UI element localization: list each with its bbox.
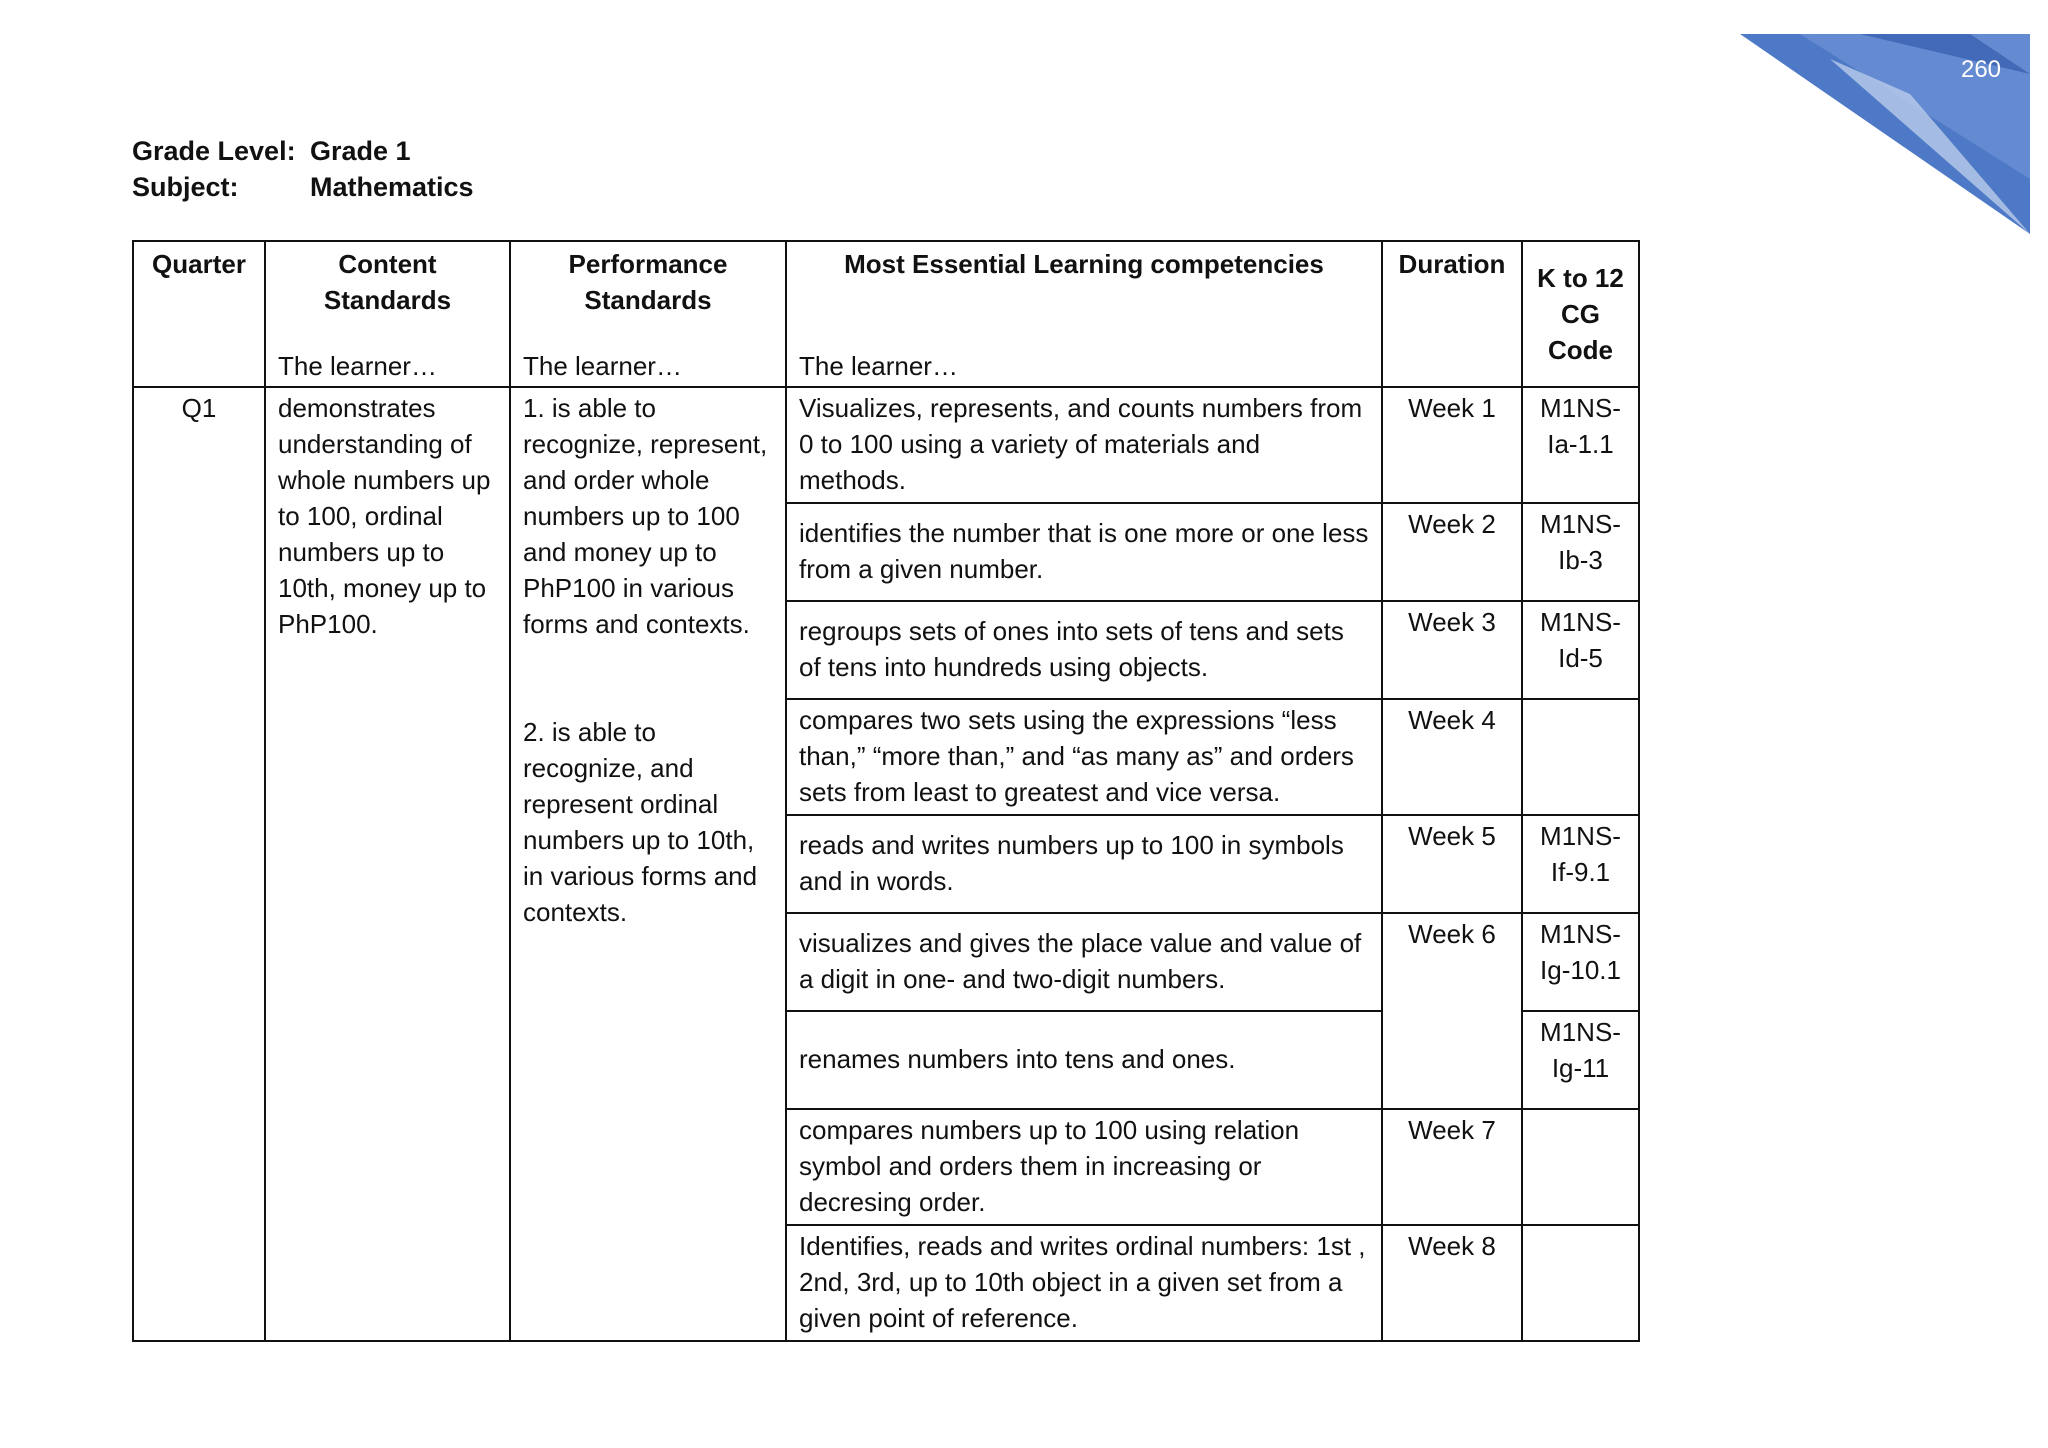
- code-cell: M1NS-Ib-3: [1522, 503, 1639, 601]
- competency-cell: Visualizes, represents, and counts numbers from 0 to 100 using a variety of materials and methods.: [786, 387, 1382, 503]
- learner-label: The learner…: [278, 351, 437, 381]
- quarter-cell: Q1: [133, 387, 265, 1341]
- header-code: K to 12 CG Code: [1522, 241, 1639, 387]
- code-cell: M1NS-If-9.1: [1522, 815, 1639, 913]
- competency-cell: renames numbers into tens and ones.: [786, 1011, 1382, 1109]
- duration-cell: Week 7: [1382, 1109, 1522, 1225]
- duration-cell: Week 6: [1382, 913, 1522, 1109]
- performance-standard-2: 2. is able to recognize, and represent ordinal numbers up to 10th, in various forms and contexts.: [523, 717, 758, 927]
- competency-cell: compares numbers up to 100 using relation symbol and orders them in increasing or decresing order.: [786, 1109, 1382, 1225]
- competency-cell: Identifies, reads and writes ordinal numbers: 1st , 2nd, 3rd, up to 10th object in a given set from a given point of reference.: [786, 1225, 1382, 1341]
- grade-level-label: Grade Level:: [132, 136, 296, 166]
- duration-cell: Week 5: [1382, 815, 1522, 913]
- header-competencies: Most Essential Learning competencies The learner…: [786, 241, 1382, 387]
- code-cell: [1522, 1225, 1639, 1341]
- content-standard-cell: demonstrates understanding of whole numbers up to 100, ordinal numbers up to 10th, money up to PhP100.: [265, 387, 510, 1341]
- header-quarter: Quarter: [133, 241, 265, 387]
- duration-cell: Week 1: [1382, 387, 1522, 503]
- code-cell: M1NS-Id-5: [1522, 601, 1639, 699]
- table-row: [133, 387, 1639, 503]
- learner-label: The learner…: [523, 351, 682, 381]
- table-header-row: [133, 241, 1639, 387]
- code-cell: [1522, 699, 1639, 815]
- code-cell: M1NS-Ig-10.1: [1522, 913, 1639, 1011]
- performance-standard-1: 1. is able to recognize, represent, and order whole numbers up to 100 and money up to PhP100 in various forms and contexts.: [523, 393, 768, 639]
- page-number: 260: [1960, 56, 2002, 83]
- duration-cell: Week 8: [1382, 1225, 1522, 1341]
- competency-cell: reads and writes numbers up to 100 in symbols and in words.: [786, 815, 1382, 913]
- competency-cell: regroups sets of ones into sets of tens and sets of tens into hundreds using objects.: [786, 601, 1382, 699]
- performance-standards-cell: [510, 387, 786, 1341]
- competency-cell: compares two sets using the expressions “less than,” “more than,” and “as many as” and orders sets from least to greatest and vice versa.: [786, 699, 1382, 815]
- subject-value: Mathematics: [310, 172, 474, 202]
- curriculum-table: [132, 240, 1640, 1342]
- competency-cell: visualizes and gives the place value and value of a digit in one- and two-digit numbers.: [786, 913, 1382, 1011]
- document-meta: [132, 133, 474, 205]
- header-content-standards: Content Standards The learner…: [265, 241, 510, 387]
- header-duration: Duration: [1382, 241, 1522, 387]
- code-cell: M1NS-Ig-11: [1522, 1011, 1639, 1109]
- code-cell: M1NS-Ia-1.1: [1522, 387, 1639, 503]
- grade-level-value: Grade 1: [310, 136, 411, 166]
- code-cell: [1522, 1109, 1639, 1225]
- duration-cell: Week 4: [1382, 699, 1522, 815]
- competency-cell: identifies the number that is one more or one less from a given number.: [786, 503, 1382, 601]
- duration-cell: Week 3: [1382, 601, 1522, 699]
- duration-cell: Week 2: [1382, 503, 1522, 601]
- learner-label: The learner…: [799, 351, 958, 381]
- subject-label: Subject:: [132, 172, 239, 202]
- header-performance-standards: Performance Standards The learner…: [510, 241, 786, 387]
